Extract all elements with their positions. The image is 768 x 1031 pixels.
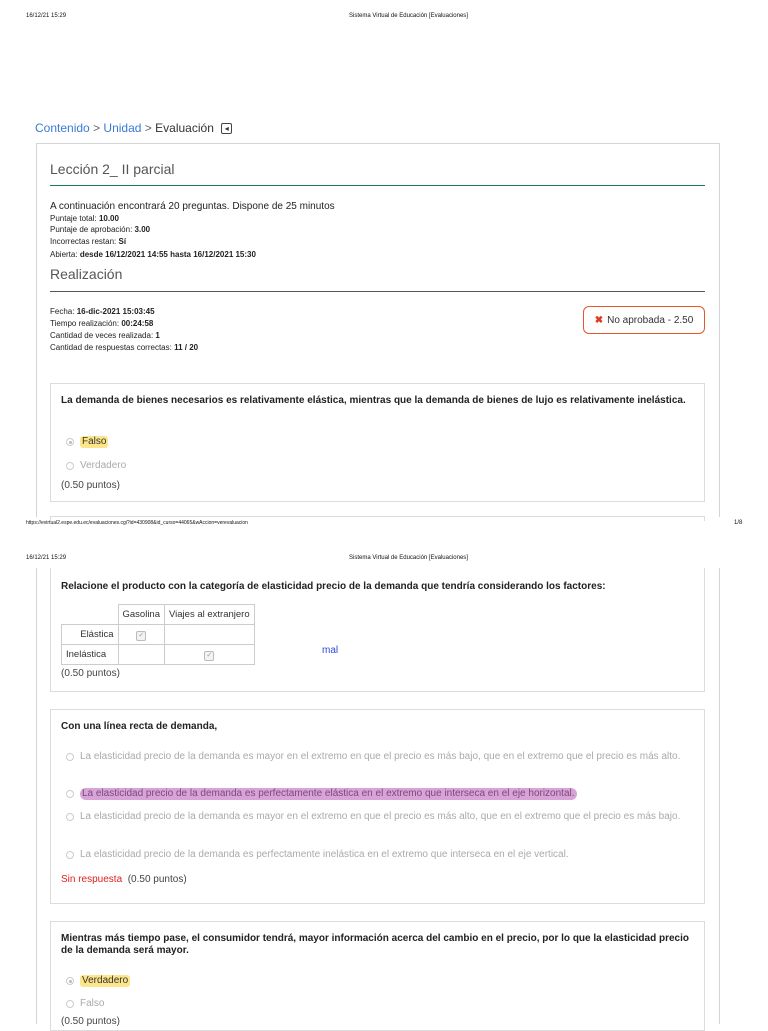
breadcrumb-separator: >	[144, 121, 152, 135]
row-header: Inelástica	[62, 645, 119, 665]
column-header: Gasolina	[118, 605, 165, 625]
page-number: 1/8	[734, 520, 743, 526]
lesson-intro: A continuación encontrará 20 preguntas. Dispone de 25 minutos	[50, 201, 335, 212]
question-text: Con una línea recta de demanda,	[61, 721, 218, 732]
question-text: La demanda de bienes necesarios es relativamente elástica, mientras que la demanda de bienes de lujo es relativamente inelástica.	[61, 395, 686, 406]
print-date: 16/12/21 15:29	[26, 13, 67, 19]
print-title: Sistema Virtual de Educación [Evaluaciones]	[349, 555, 468, 561]
meta-correctas: Cantidad de respuestas correctas: 11 / 20	[50, 343, 199, 352]
matrix-cell[interactable]	[118, 625, 165, 645]
question-points: (0.50 puntos)	[61, 480, 120, 491]
print-url: https://evirtual2.espe.edu.ec/evaluaciones.cgi?id=430908&id_curso=44065&wAccion=verevaluacion	[26, 520, 248, 526]
close-icon: ✖	[594, 314, 604, 326]
option-2[interactable]	[66, 788, 686, 800]
feedback-label: mal	[322, 645, 339, 656]
divider	[50, 185, 705, 186]
lesson-title: Lección 2_ II parcial	[50, 161, 175, 177]
option-4[interactable]	[66, 849, 686, 861]
meta-incorrectas: Incorrectas restan: Sí	[50, 237, 127, 246]
option-label: La elasticidad precio de la demanda es perfectamente elástica en el extremo que interseca en el eje horizontal.	[82, 788, 575, 799]
status-badge	[583, 306, 705, 334]
option-label: Verdadero	[82, 975, 129, 986]
option-label: La elasticidad precio de la demanda es mayor en el extremo en que el precio es más bajo, que en el extremo que el precio es más alto.	[80, 751, 681, 762]
radio[interactable]	[66, 851, 74, 859]
option-label: Verdadero	[80, 460, 127, 471]
question-points: (0.50 puntos)	[61, 668, 120, 679]
print-title: Sistema Virtual de Educación [Evaluaciones]	[349, 13, 468, 19]
question-points: (0.50 puntos)	[61, 1016, 120, 1027]
checkbox-checked[interactable]: ✓	[204, 651, 214, 661]
option-label: La elasticidad precio de la demanda es perfectamente inelástica en el extremo que interseca en el eje vertical.	[80, 849, 569, 860]
breadcrumb-separator: >	[93, 121, 101, 135]
question-text: Relacione el producto con la categoría de elasticidad precio de la demanda que tendría considerando los factores:	[61, 581, 606, 592]
meta-tiempo: Tiempo realización: 00:24:58	[50, 319, 154, 328]
matrix-cell[interactable]	[118, 645, 165, 665]
status-text: No aprobada - 2.50	[607, 314, 694, 326]
divider	[50, 291, 705, 292]
radio[interactable]	[66, 1000, 74, 1008]
meta-puntaje-aprobacion: Puntaje de aprobación: 3.00	[50, 225, 151, 234]
option-1[interactable]	[66, 751, 686, 763]
row-header: Elástica	[62, 625, 119, 645]
matrix-cell[interactable]	[165, 645, 255, 665]
radio-selected[interactable]	[66, 438, 74, 446]
question-points: Sin respuesta (0.50 puntos)	[61, 874, 187, 885]
column-header: Viajes al extranjero	[165, 605, 255, 625]
back-icon[interactable]: ◂	[221, 123, 232, 134]
matrix-cell[interactable]	[165, 625, 255, 645]
checkbox-checked[interactable]: ✓	[136, 631, 146, 641]
no-answer-label: Sin respuesta	[61, 874, 123, 885]
matching-table	[61, 604, 255, 665]
realizacion-title: Realización	[50, 266, 123, 282]
meta-abierta: Abierta: desde 16/12/2021 14:55 hasta 16/12/2021 15:30	[50, 250, 256, 259]
option-verdadero[interactable]	[66, 975, 130, 987]
radio[interactable]	[66, 790, 74, 798]
meta-puntaje-total: Puntaje total: 10.00	[50, 214, 119, 223]
radio-selected[interactable]	[66, 977, 74, 985]
meta-fecha: Fecha: 16-dic-2021 15:03:45	[50, 307, 155, 316]
option-label: La elasticidad precio de la demanda es mayor en el extremo en que el precio es más alto, que en el extremo que el precio es más bajo.	[80, 811, 681, 822]
option-falso[interactable]	[66, 436, 108, 448]
option-falso[interactable]	[66, 998, 104, 1010]
meta-veces: Cantidad de veces realizada: 1	[50, 331, 160, 340]
print-date: 16/12/21 15:29	[26, 555, 67, 561]
option-verdadero[interactable]	[66, 460, 126, 472]
question-text: Mientras más tiempo pase, el consumidor tendrá, mayor información acerca del cambio en el precio, por lo que la elasticidad precio de la demanda será mayor.	[61, 933, 689, 956]
breadcrumb-current: Evaluación	[155, 121, 214, 135]
radio[interactable]	[66, 753, 74, 761]
option-label: Falso	[80, 998, 105, 1009]
breadcrumb-unidad-link[interactable]: Unidad	[103, 121, 142, 135]
option-3[interactable]	[66, 811, 686, 823]
breadcrumb-contenido-link[interactable]: Contenido	[35, 121, 90, 135]
radio[interactable]	[66, 462, 74, 470]
option-label: Falso	[82, 436, 107, 447]
breadcrumb	[35, 121, 232, 135]
radio[interactable]	[66, 813, 74, 821]
